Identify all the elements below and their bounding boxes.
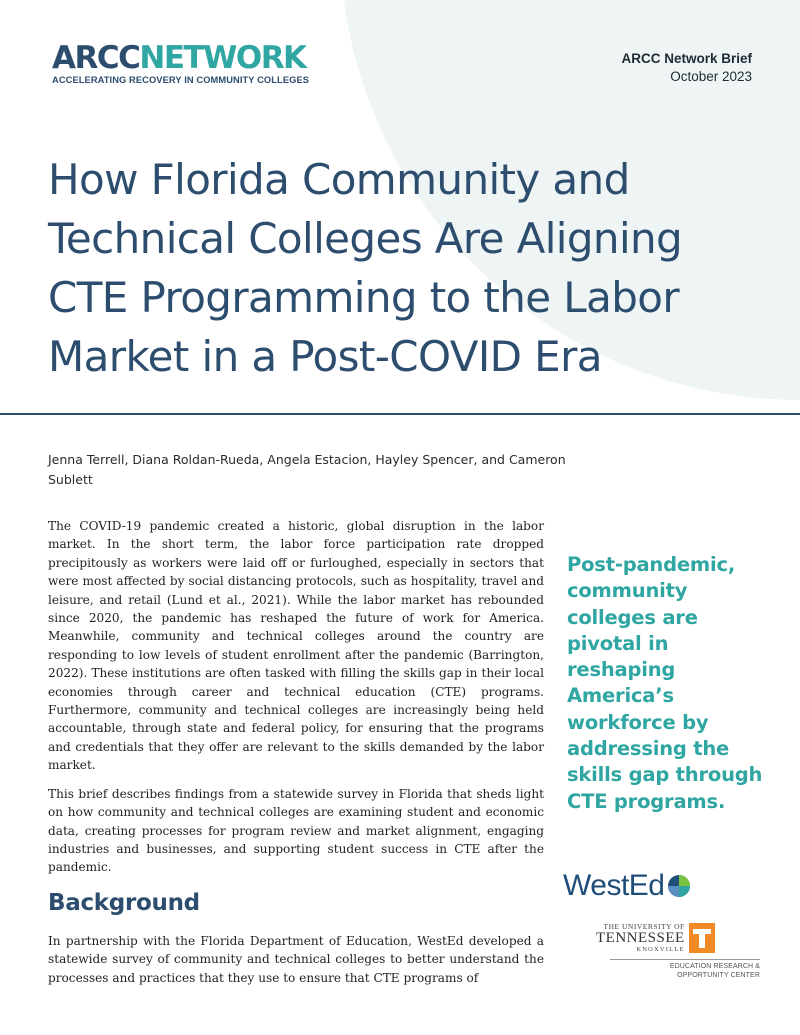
logo-wordmark — [52, 42, 309, 74]
pull-quote: Post-pandemic, community colleges are pivotal in reshaping America’s workforce by addressing the skills gap through CTE programs. — [567, 553, 763, 813]
authors: Jenna Terrell, Diana Roldan-Rueda, Angela Estacion, Hayley Spencer, and Cameron Sublett — [48, 452, 566, 487]
utk-divider — [610, 959, 760, 960]
background-heading: Background — [48, 890, 200, 916]
logo-tagline: ACCELERATING RECOVERY IN COMMUNITY COLLEGES — [52, 75, 310, 85]
utk-line2: TENNESSEE — [596, 930, 685, 946]
utk-logo — [596, 922, 776, 980]
brief-series: ARCC Network Brief — [621, 51, 752, 66]
utk-center-line1: EDUCATION RESEARCH & — [669, 963, 760, 970]
utk-center-line2: OPPORTUNITY CENTER — [677, 971, 760, 979]
brief-info — [621, 50, 752, 86]
document-title: How Florida Community and Technical Colleges Are Aligning CTE Programming to the Labor Market in a Post-COVID Era — [48, 155, 683, 381]
arcc-network-logo — [52, 42, 309, 85]
header-divider — [0, 413, 800, 415]
background-paragraph: In partnership with the Florida Department of Education, WestEd developed a statewide survey of community and technical colleges to better understand the processes and practices that they use to ensure that CTE programs of — [48, 934, 544, 985]
utk-center-name — [596, 963, 760, 980]
brief-date: October 2023 — [670, 69, 752, 84]
logo-network: NETWORK — [139, 40, 306, 76]
intro-paragraph: The COVID-19 pandemic created a historic, global disruption in the labor market. In the short term, the labor force participation rate dropped precipitously as workers were laid off or furloughed, especially in sectors that were most affected by social distancing protocols, such as hospitality, travel and leisure, and retail (Lund et al., 2021). While the labor market has rebounded since 2020, the pandemic has reshaped the future of work for America. Meanwhile, community and technical colleges around the country are responding to low levels of student enrollment after the pandemic (Barrington, 2022). These institutions are often tasked with filling the skills gap in their local economies through career and technical education (CTE) programs. Furthermore, community and technical colleges are increasingly being held accountable, through state and federal policy, for ensuring that the programs and credentials that they offer are relevant to the skills demanded by the labor market. — [48, 519, 544, 773]
wested-logo — [563, 870, 691, 902]
power-t-icon — [689, 923, 715, 953]
background-section — [48, 932, 544, 987]
utk-line1: THE UNIVERSITY OF — [603, 922, 685, 931]
utk-line3: KNOXVILLE — [636, 946, 685, 953]
intro-paragraph: This brief describes findings from a statewide survey in Florida that sheds light on how community and technical colleges are examining student and economic data, creating processes for program review and market alignment, engaging industries and businesses, and supporting student success in CTE after the pandemic. — [48, 786, 544, 875]
logo-arcc: ARCC — [52, 40, 140, 76]
globe-icon — [667, 874, 691, 898]
wested-wordmark: WestEd — [563, 869, 665, 902]
intro-section — [48, 517, 544, 887]
